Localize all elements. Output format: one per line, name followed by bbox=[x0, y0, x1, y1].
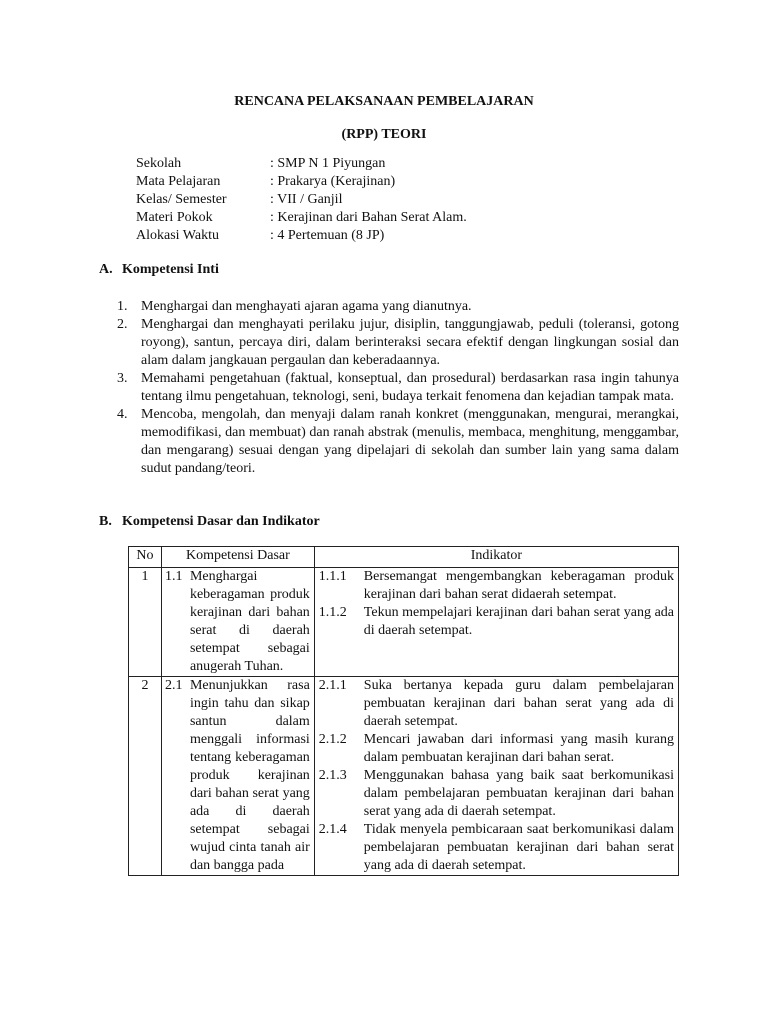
kd-cell bbox=[161, 677, 314, 876]
info-value: : Prakarya (Kerajinan) bbox=[270, 174, 396, 189]
table-row bbox=[129, 677, 679, 876]
indikator-text: Tidak menyela pembicaraan saat berkomunikasi dalam pembelajaran pembuatan kerajinan dari bahan serat yang ada di daerah setempat. bbox=[363, 822, 674, 873]
info-row-materi-pokok bbox=[136, 209, 467, 227]
indikator-cell bbox=[314, 677, 678, 876]
indikator-number: 2.1.1 bbox=[318, 678, 347, 693]
kd-text: Menghargai keberagaman produk kerajinan dari bahan serat di daerah setempat sebagai anugerah Tuhan. bbox=[189, 569, 310, 674]
indikator-cell bbox=[314, 568, 678, 677]
indikator-text: Menggunakan bahasa yang baik saat berkomunikasi dalam pembelajaran pembuatan kerajinan dari bahan serat yang ada di daerah setempat. bbox=[363, 768, 674, 819]
section-b-heading bbox=[99, 514, 320, 530]
indikator-number: 2.1.4 bbox=[318, 822, 347, 837]
list-text: Mencoba, mengolah, dan menyaji dalam ranah konkret (menggunakan, mengurai, merangkai, memodifikasi, dan membuat) dan ranah abstrak (menulis, membaca, menghitung, menggambar, dan mengarang) sesuai dengan yang dipelajari di sekolah dan sumber lain yang sama dalam sudut pandang/teori. bbox=[141, 407, 679, 476]
list-number: 4. bbox=[117, 407, 128, 422]
info-label: Materi Pokok bbox=[136, 210, 213, 225]
list-item bbox=[117, 316, 679, 370]
section-title: Kompetensi Dasar dan Indikator bbox=[122, 514, 320, 529]
list-number: 3. bbox=[117, 371, 128, 386]
list-number: 1. bbox=[117, 299, 128, 314]
kd-number: 1.1 bbox=[164, 569, 183, 584]
list-text: Memahami pengetahuan (faktual, konseptual, dan prosedural) berdasarkan rasa ingin tahunya tentang ilmu pengetahuan, teknologi, seni, budaya terkait fenomena dan kejadian tampak mata. bbox=[141, 371, 679, 404]
kd-cell bbox=[161, 568, 314, 677]
info-row-alokasi-waktu bbox=[136, 227, 467, 245]
indikator-number: 2.1.3 bbox=[318, 768, 347, 783]
indikator-item bbox=[319, 731, 674, 767]
info-value: : 4 Pertemuan (8 JP) bbox=[270, 228, 385, 243]
info-row-mata-pelajaran bbox=[136, 173, 467, 191]
list-item bbox=[117, 370, 679, 406]
indikator-number: 2.1.2 bbox=[318, 732, 347, 747]
indikator-text: Suka bertanya kepada guru dalam pembelajaran pembuatan kerajinan dari bahan serat yang ada di daerah setempat. bbox=[363, 678, 674, 729]
kd-number: 2.1 bbox=[164, 678, 183, 693]
row-number: 2 bbox=[129, 677, 162, 876]
indikator-item bbox=[319, 568, 674, 604]
kompetensi-dasar-table bbox=[128, 546, 679, 876]
indikator-text: Tekun mempelajari kerajinan dari bahan serat yang ada di daerah setempat. bbox=[363, 605, 674, 638]
list-text: Menghargai dan menghayati perilaku jujur, disiplin, tanggungjawab, peduli (toleransi, gotong royong), santun, percaya diri, dalam berinteraksi secara efektif dengan lingkungan sosial dan alam dalam jangkauan pergaulan dan keberadaannya. bbox=[141, 317, 679, 368]
indikator-number: 1.1.2 bbox=[318, 605, 347, 620]
document-subtitle: (RPP) TEORI bbox=[341, 127, 427, 142]
info-value: : Kerajinan dari Bahan Serat Alam. bbox=[270, 210, 467, 225]
info-label: Sekolah bbox=[136, 156, 182, 171]
identity-block bbox=[136, 155, 467, 245]
row-number: 1 bbox=[129, 568, 162, 677]
indikator-text: Bersemangat mengembangkan keberagaman produk kerajinan dari bahan serat didaerah setempat. bbox=[363, 569, 674, 602]
document-title: RENCANA PELAKSANAAN PEMBELAJARAN bbox=[234, 94, 534, 109]
section-letter: B. bbox=[99, 514, 112, 529]
kd-text: Menunjukkan rasa ingin tahu dan sikap santun dalam menggali informasi tentang keberagaman produk kerajinan dari bahan serat yang ada di daerah setempat sebagai wujud cinta tanah air dan bangga pada bbox=[189, 678, 310, 873]
info-label: Kelas/ Semester bbox=[136, 192, 227, 207]
header-indikator: Indikator bbox=[314, 547, 678, 568]
indikator-number: 1.1.1 bbox=[318, 569, 347, 584]
list-item bbox=[117, 406, 679, 478]
section-letter: A. bbox=[99, 262, 113, 277]
indikator-item bbox=[319, 677, 674, 731]
header-kompetensi-dasar: Kompetensi Dasar bbox=[161, 547, 314, 568]
list-text: Menghargai dan menghayati ajaran agama yang dianutnya. bbox=[141, 299, 472, 314]
kompetensi-inti-list bbox=[117, 298, 679, 478]
indikator-text: Mencari jawaban dari informasi yang masih kurang dalam pembuatan kerajinan dari bahan serat. bbox=[363, 732, 674, 765]
info-row-kelas-semester bbox=[136, 191, 467, 209]
header-no: No bbox=[129, 547, 162, 568]
indikator-item bbox=[319, 821, 674, 875]
table-header-row bbox=[129, 547, 679, 568]
indikator-item bbox=[319, 767, 674, 821]
info-value: : SMP N 1 Piyungan bbox=[270, 156, 386, 171]
table-row bbox=[129, 568, 679, 677]
indikator-item bbox=[319, 604, 674, 640]
list-item bbox=[117, 298, 679, 316]
info-value: : VII / Ganjil bbox=[270, 192, 343, 207]
info-row-sekolah bbox=[136, 155, 467, 173]
info-label: Mata Pelajaran bbox=[136, 174, 221, 189]
info-label: Alokasi Waktu bbox=[136, 228, 219, 243]
list-number: 2. bbox=[117, 317, 128, 332]
section-title: Kompetensi Inti bbox=[122, 262, 219, 277]
section-a-heading bbox=[99, 262, 219, 278]
